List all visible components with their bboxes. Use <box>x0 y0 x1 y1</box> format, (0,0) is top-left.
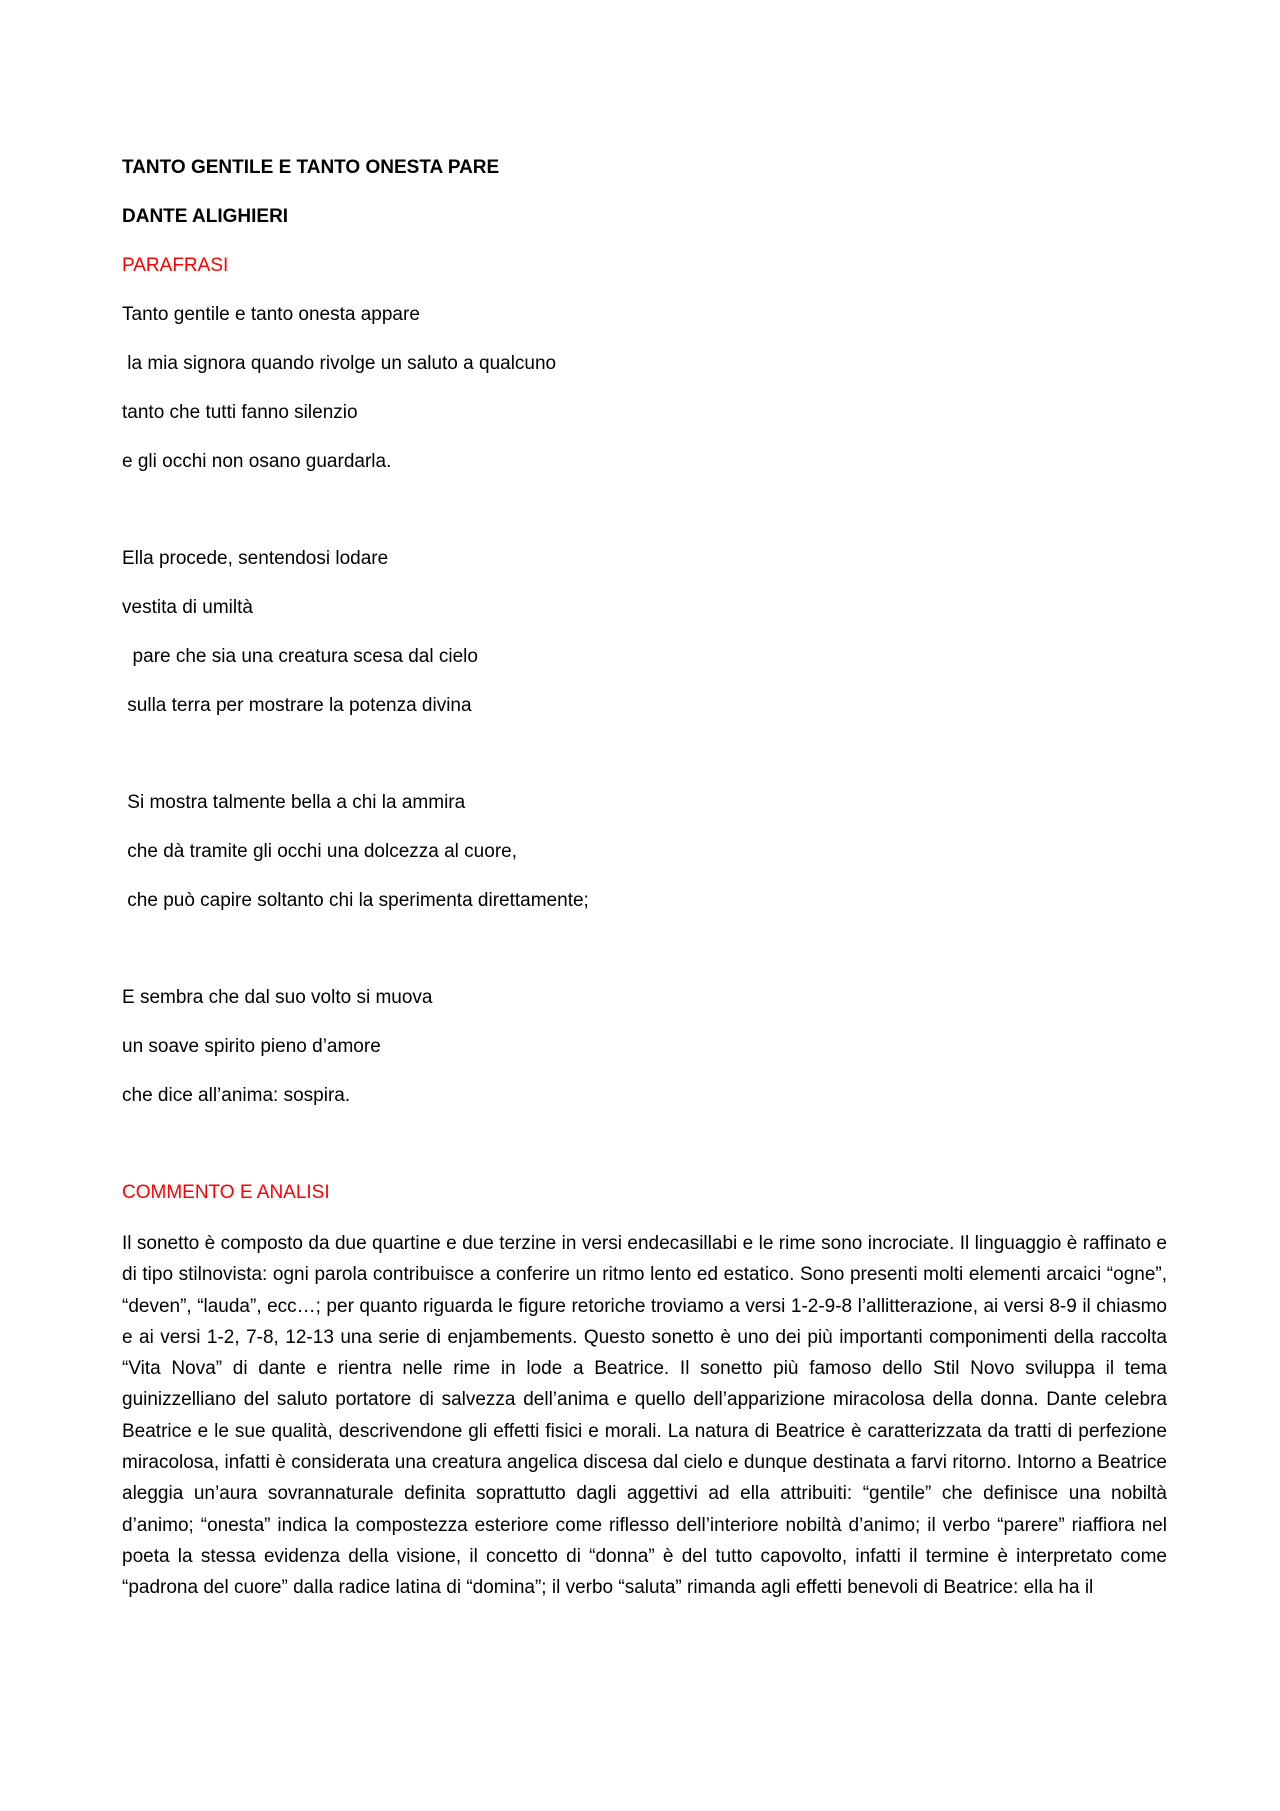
stanza <box>122 984 1167 1110</box>
commento-paragraph: Il sonetto è composto da due quartine e due terzine in versi endecasillabi e le rime sono incrociate. Il linguaggio è raffinato e di tipo stilnovista: ogni parola contribuisce a conferire un ritmo lento ed estatico. Sono presenti molti elementi arcaici “ogne”, “deven”, “lauda”, ecc…; per quanto riguarda le figure retoriche troviamo a versi 1-2-9-8 l’allitterazione, ai versi 8-9 il chiasmo e ai versi 1-2, 7-8, 12-13 una serie di enjambements. Questo sonetto è uno dei più importanti componimenti della raccolta “Vita Nova” di dante e rientra nelle rime in lode a Beatrice. Il sonetto più famoso dello Stil Novo sviluppa il tema guinizzelliano del saluto portatore di salvezza dell’anima e quello dell’apparizione miracolosa della donna. Dante celebra Beatrice e le sue qualità, descrivendone gli effetti fisici e morali. La natura di Beatrice è caratterizzata da tratti di perfezione miracolosa, infatti è considerata una creatura angelica discesa dal cielo e dunque destinata a farvi ritorno. Intorno a Beatrice aleggia un’aura sovrannaturale definita soprattutto dagli aggettivi ad ella attribuiti: “gentile” che definisce una nobiltà d’animo; “onesta” indica la compostezza esteriore come riflesso dell’interiore nobiltà d’animo; il verbo “parere” riaffiora nel poeta la stessa evidenza della visione, il concetto di “donna” è del tutto capovolto, infatti il termine è interpretato come “padrona del cuore” dalla radice latina di “domina”; il verbo “saluta” rimanda agli effetti benevoli di Beatrice: ella ha il <box>122 1233 1167 1599</box>
verse-line: tanto che tutti fanno silenzio <box>122 402 358 423</box>
poem-title: TANTO GENTILE E TANTO ONESTA PARE <box>122 157 500 178</box>
verse-line: Si mostra talmente bella a chi la ammira <box>122 792 466 813</box>
stanza <box>122 545 1167 720</box>
section-spacer <box>122 1131 1167 1179</box>
verse-line: e gli occhi non osano guardarla. <box>122 451 392 472</box>
parafrasi-heading: PARAFRASI <box>122 255 229 276</box>
stanza <box>122 301 1167 476</box>
stanza <box>122 789 1167 915</box>
verse-line: che dà tramite gli occhi una dolcezza al cuore, <box>122 841 517 862</box>
verse-line: pare che sia una creatura scesa dal cielo <box>122 646 478 667</box>
commento-heading: COMMENTO E ANALISI <box>122 1182 330 1203</box>
verse-line: che può capire soltanto chi la sperimenta direttamente; <box>122 890 589 911</box>
verse-line: sulla terra per mostrare la potenza divina <box>122 695 472 716</box>
document-content <box>122 154 1167 1604</box>
stanza-spacer <box>122 497 1167 545</box>
stanza-spacer <box>122 741 1167 789</box>
verse-line: un soave spirito pieno d’amore <box>122 1036 381 1057</box>
stanza-spacer <box>122 936 1167 984</box>
verse-line: la mia signora quando rivolge un saluto a qualcuno <box>122 353 557 374</box>
verse-line: che dice all’anima: sospira. <box>122 1085 351 1106</box>
verse-line: vestita di umiltà <box>122 597 253 618</box>
author-name: DANTE ALIGHIERI <box>122 206 289 227</box>
verse-line: Tanto gentile e tanto onesta appare <box>122 304 420 325</box>
verse-line: Ella procede, sentendosi lodare <box>122 548 389 569</box>
verse-line: E sembra che dal suo volto si muova <box>122 987 433 1008</box>
